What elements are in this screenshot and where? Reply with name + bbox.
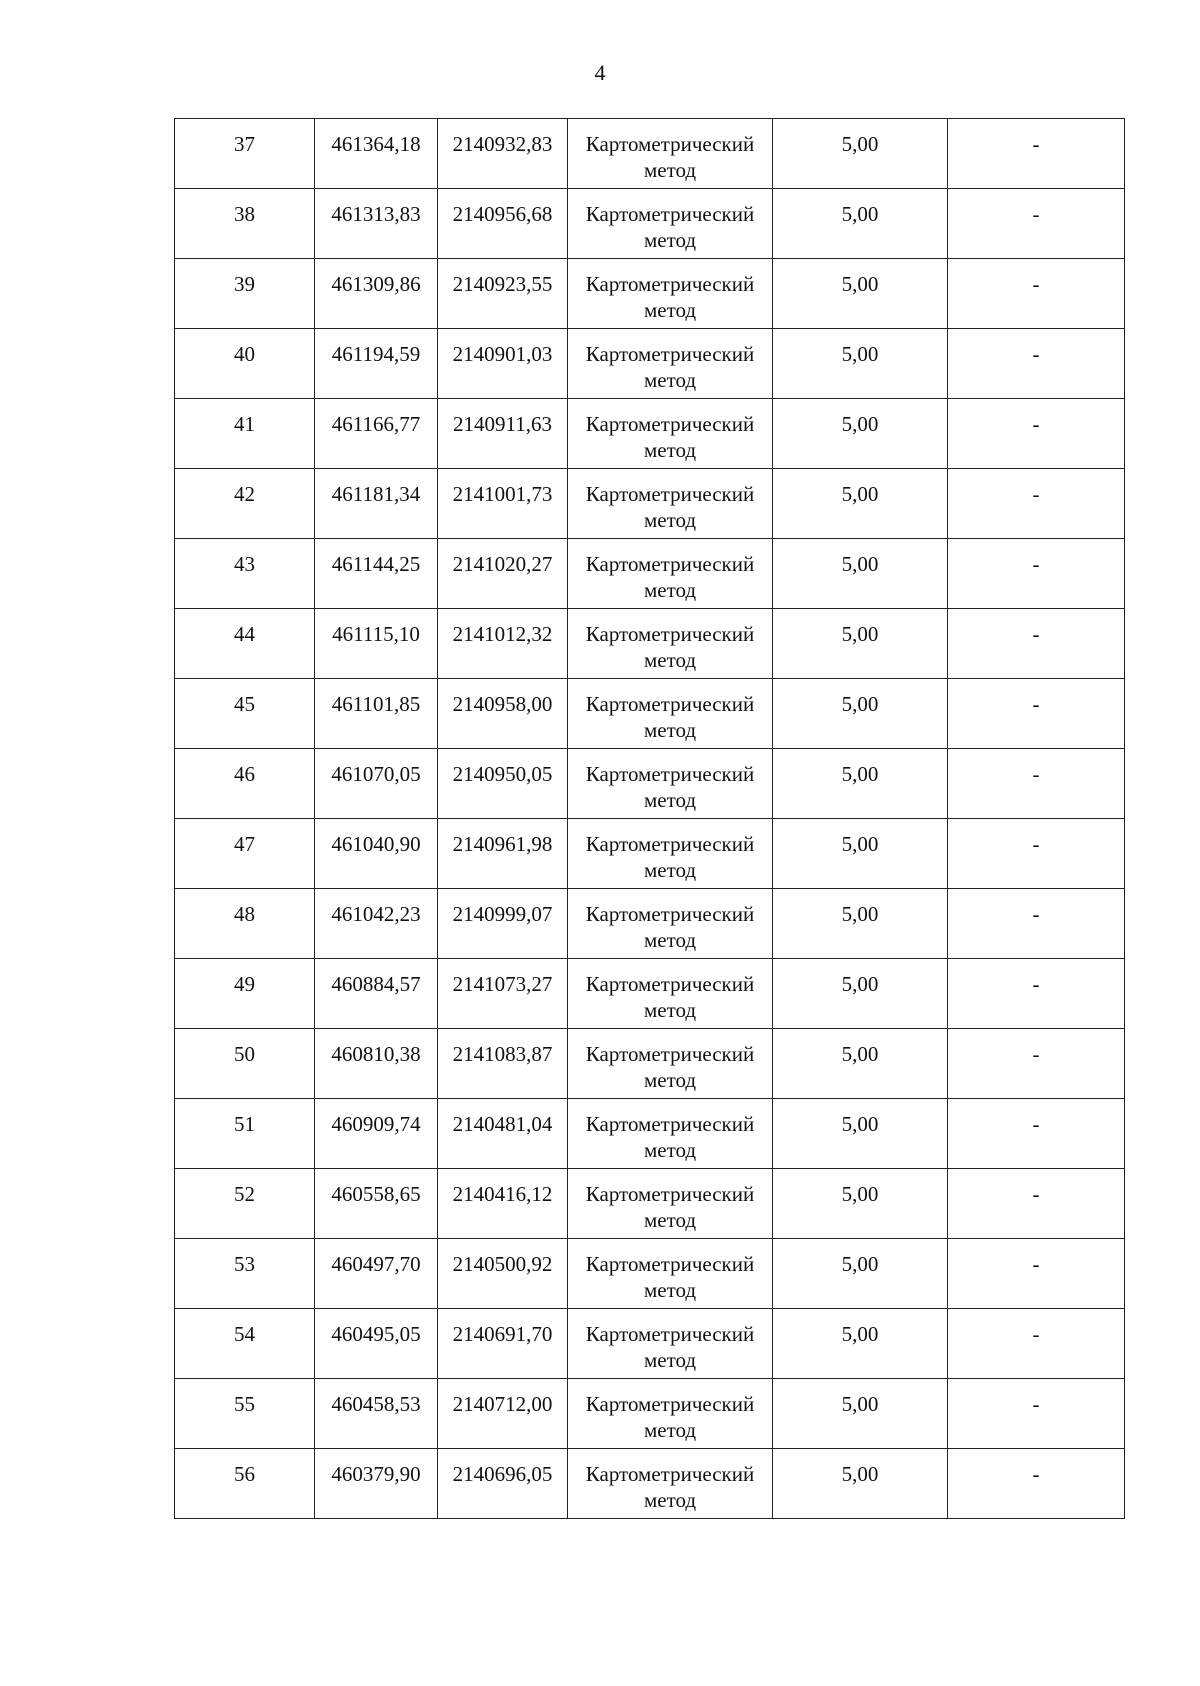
accuracy-cell: 5,00 <box>773 1379 948 1449</box>
point-number-cell: 54 <box>175 1309 315 1379</box>
x-coordinate-cell: 461309,86 <box>315 259 438 329</box>
point-number-cell: 52 <box>175 1169 315 1239</box>
table-row <box>175 1169 1125 1239</box>
table-row <box>175 189 1125 259</box>
x-coordinate-cell: 460379,90 <box>315 1449 438 1519</box>
point-number-cell: 48 <box>175 889 315 959</box>
x-coordinate-cell: 460458,53 <box>315 1379 438 1449</box>
description-cell: - <box>948 399 1125 469</box>
method-cell: Картометрический метод <box>568 889 773 959</box>
description-cell: - <box>948 1309 1125 1379</box>
x-coordinate-cell: 461040,90 <box>315 819 438 889</box>
method-cell: Картометрический метод <box>568 539 773 609</box>
coordinates-table <box>174 118 1125 1519</box>
description-cell: - <box>948 329 1125 399</box>
table-row <box>175 609 1125 679</box>
point-number-cell: 41 <box>175 399 315 469</box>
y-coordinate-cell: 2140712,00 <box>438 1379 568 1449</box>
y-coordinate-cell: 2140958,00 <box>438 679 568 749</box>
description-cell: - <box>948 1169 1125 1239</box>
table-row <box>175 1449 1125 1519</box>
point-number-cell: 38 <box>175 189 315 259</box>
x-coordinate-cell: 460909,74 <box>315 1099 438 1169</box>
table-row <box>175 1309 1125 1379</box>
point-number-cell: 50 <box>175 1029 315 1099</box>
point-number-cell: 55 <box>175 1379 315 1449</box>
method-cell: Картометрический метод <box>568 469 773 539</box>
x-coordinate-cell: 461070,05 <box>315 749 438 819</box>
point-number-cell: 42 <box>175 469 315 539</box>
y-coordinate-cell: 2140950,05 <box>438 749 568 819</box>
description-cell: - <box>948 119 1125 189</box>
x-coordinate-cell: 461042,23 <box>315 889 438 959</box>
table-row <box>175 1099 1125 1169</box>
accuracy-cell: 5,00 <box>773 539 948 609</box>
description-cell: - <box>948 959 1125 1029</box>
y-coordinate-cell: 2140999,07 <box>438 889 568 959</box>
x-coordinate-cell: 461115,10 <box>315 609 438 679</box>
description-cell: - <box>948 609 1125 679</box>
method-cell: Картометрический метод <box>568 609 773 679</box>
method-cell: Картометрический метод <box>568 1029 773 1099</box>
x-coordinate-cell: 461166,77 <box>315 399 438 469</box>
table-row <box>175 539 1125 609</box>
method-cell: Картометрический метод <box>568 189 773 259</box>
y-coordinate-cell: 2140956,68 <box>438 189 568 259</box>
method-cell: Картометрический метод <box>568 1379 773 1449</box>
accuracy-cell: 5,00 <box>773 819 948 889</box>
method-cell: Картометрический метод <box>568 1239 773 1309</box>
description-cell: - <box>948 259 1125 329</box>
table-row <box>175 889 1125 959</box>
y-coordinate-cell: 2140901,03 <box>438 329 568 399</box>
table-row <box>175 329 1125 399</box>
description-cell: - <box>948 539 1125 609</box>
method-cell: Картометрический метод <box>568 819 773 889</box>
method-cell: Картометрический метод <box>568 959 773 1029</box>
point-number-cell: 39 <box>175 259 315 329</box>
accuracy-cell: 5,00 <box>773 1449 948 1519</box>
y-coordinate-cell: 2140932,83 <box>438 119 568 189</box>
point-number-cell: 53 <box>175 1239 315 1309</box>
x-coordinate-cell: 460884,57 <box>315 959 438 1029</box>
method-cell: Картометрический метод <box>568 399 773 469</box>
x-coordinate-cell: 461181,34 <box>315 469 438 539</box>
accuracy-cell: 5,00 <box>773 1239 948 1309</box>
y-coordinate-cell: 2141001,73 <box>438 469 568 539</box>
table-row <box>175 259 1125 329</box>
y-coordinate-cell: 2140691,70 <box>438 1309 568 1379</box>
description-cell: - <box>948 1099 1125 1169</box>
description-cell: - <box>948 1239 1125 1309</box>
accuracy-cell: 5,00 <box>773 119 948 189</box>
x-coordinate-cell: 460810,38 <box>315 1029 438 1099</box>
accuracy-cell: 5,00 <box>773 609 948 679</box>
y-coordinate-cell: 2140911,63 <box>438 399 568 469</box>
table-row <box>175 119 1125 189</box>
accuracy-cell: 5,00 <box>773 1309 948 1379</box>
y-coordinate-cell: 2140961,98 <box>438 819 568 889</box>
x-coordinate-cell: 461313,83 <box>315 189 438 259</box>
accuracy-cell: 5,00 <box>773 889 948 959</box>
method-cell: Картометрический метод <box>568 329 773 399</box>
x-coordinate-cell: 460558,65 <box>315 1169 438 1239</box>
table-body <box>175 119 1125 1519</box>
table-row <box>175 819 1125 889</box>
point-number-cell: 45 <box>175 679 315 749</box>
point-number-cell: 43 <box>175 539 315 609</box>
x-coordinate-cell: 460495,05 <box>315 1309 438 1379</box>
description-cell: - <box>948 469 1125 539</box>
table-row <box>175 679 1125 749</box>
y-coordinate-cell: 2140923,55 <box>438 259 568 329</box>
method-cell: Картометрический метод <box>568 1309 773 1379</box>
method-cell: Картометрический метод <box>568 1169 773 1239</box>
y-coordinate-cell: 2141073,27 <box>438 959 568 1029</box>
y-coordinate-cell: 2141012,32 <box>438 609 568 679</box>
y-coordinate-cell: 2141083,87 <box>438 1029 568 1099</box>
point-number-cell: 44 <box>175 609 315 679</box>
point-number-cell: 51 <box>175 1099 315 1169</box>
method-cell: Картометрический метод <box>568 1099 773 1169</box>
method-cell: Картометрический метод <box>568 749 773 819</box>
accuracy-cell: 5,00 <box>773 749 948 819</box>
point-number-cell: 47 <box>175 819 315 889</box>
description-cell: - <box>948 1029 1125 1099</box>
table-row <box>175 959 1125 1029</box>
method-cell: Картометрический метод <box>568 259 773 329</box>
table-row <box>175 1029 1125 1099</box>
table-row <box>175 1239 1125 1309</box>
description-cell: - <box>948 889 1125 959</box>
accuracy-cell: 5,00 <box>773 1169 948 1239</box>
description-cell: - <box>948 749 1125 819</box>
x-coordinate-cell: 461101,85 <box>315 679 438 749</box>
accuracy-cell: 5,00 <box>773 679 948 749</box>
point-number-cell: 37 <box>175 119 315 189</box>
description-cell: - <box>948 819 1125 889</box>
accuracy-cell: 5,00 <box>773 189 948 259</box>
point-number-cell: 49 <box>175 959 315 1029</box>
table-row <box>175 469 1125 539</box>
accuracy-cell: 5,00 <box>773 399 948 469</box>
y-coordinate-cell: 2140481,04 <box>438 1099 568 1169</box>
page-number: 4 <box>594 60 606 85</box>
accuracy-cell: 5,00 <box>773 469 948 539</box>
description-cell: - <box>948 679 1125 749</box>
accuracy-cell: 5,00 <box>773 1029 948 1099</box>
y-coordinate-cell: 2140500,92 <box>438 1239 568 1309</box>
x-coordinate-cell: 461364,18 <box>315 119 438 189</box>
method-cell: Картометрический метод <box>568 679 773 749</box>
y-coordinate-cell: 2140416,12 <box>438 1169 568 1239</box>
description-cell: - <box>948 1379 1125 1449</box>
point-number-cell: 46 <box>175 749 315 819</box>
accuracy-cell: 5,00 <box>773 959 948 1029</box>
point-number-cell: 56 <box>175 1449 315 1519</box>
accuracy-cell: 5,00 <box>773 1099 948 1169</box>
y-coordinate-cell: 2140696,05 <box>438 1449 568 1519</box>
accuracy-cell: 5,00 <box>773 259 948 329</box>
method-cell: Картометрический метод <box>568 1449 773 1519</box>
table-row <box>175 399 1125 469</box>
method-cell: Картометрический метод <box>568 119 773 189</box>
point-number-cell: 40 <box>175 329 315 399</box>
table-row <box>175 749 1125 819</box>
x-coordinate-cell: 461194,59 <box>315 329 438 399</box>
x-coordinate-cell: 461144,25 <box>315 539 438 609</box>
accuracy-cell: 5,00 <box>773 329 948 399</box>
description-cell: - <box>948 1449 1125 1519</box>
y-coordinate-cell: 2141020,27 <box>438 539 568 609</box>
table-row <box>175 1379 1125 1449</box>
x-coordinate-cell: 460497,70 <box>315 1239 438 1309</box>
description-cell: - <box>948 189 1125 259</box>
